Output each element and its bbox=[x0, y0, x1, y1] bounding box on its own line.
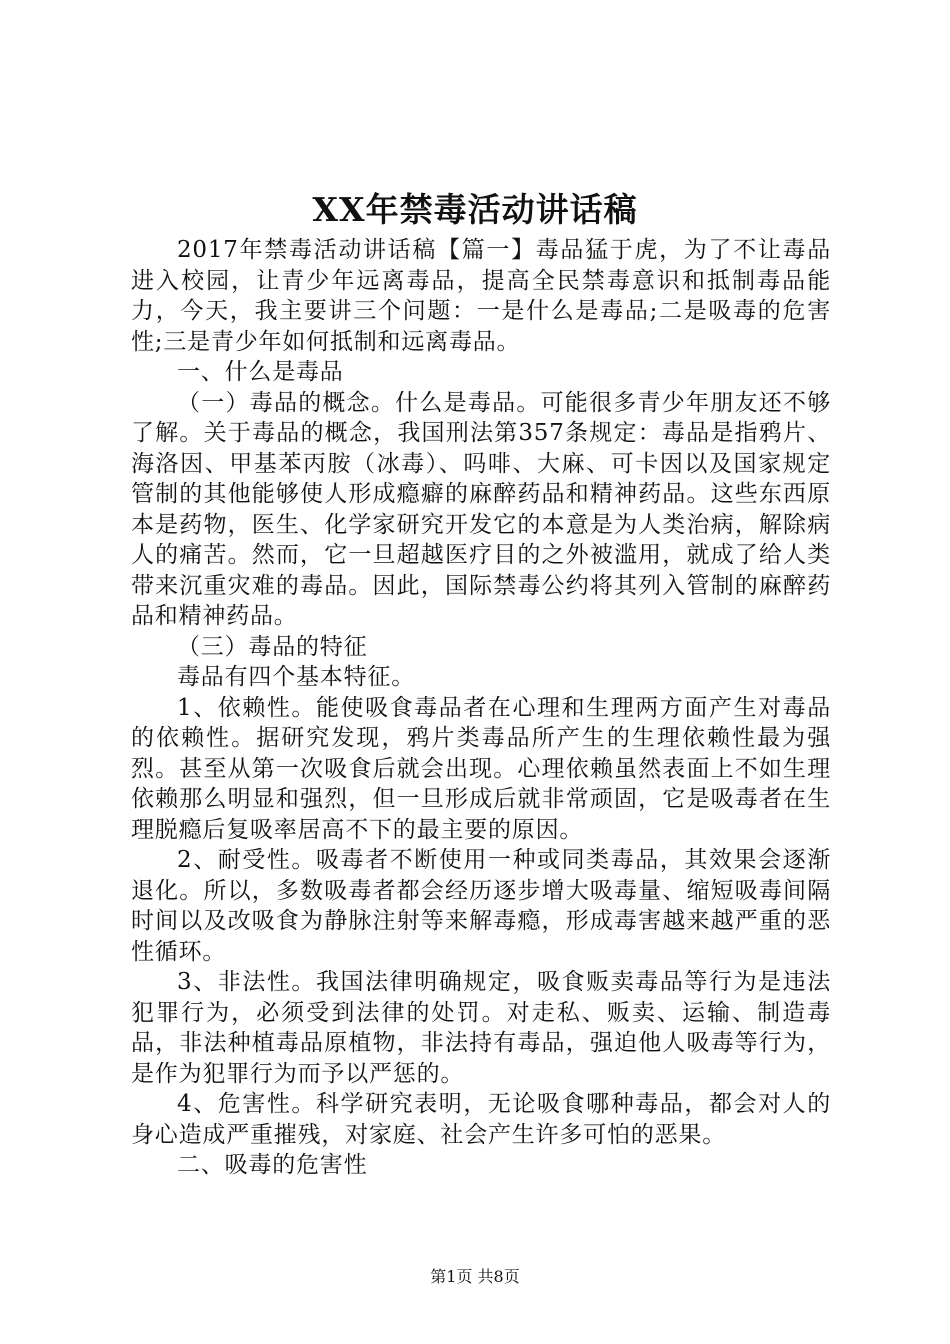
subsection-heading-features: （三）毒品的特征 bbox=[177, 633, 368, 660]
section-heading-2: 二、吸毒的危害性 bbox=[177, 1152, 368, 1178]
paragraph-tolerance: 2、耐受性。吸毒者不断使用一种或同类毒品，其效果会逐渐退化。所以，多数吸毒者都会经历逐步增大吸毒量、缩短吸毒间隔时间以及改吸食为静脉注射等来解毒瘾，形成毒害越来越严重的恶性循环。 bbox=[131, 847, 831, 965]
paragraph-illegality: 3、非法性。我国法律明确规定，吸食贩卖毒品等行为是违法犯罪行为，必须受到法律的处罚。对走私、贩卖、运输、制造毒品，非法种植毒品原植物，非法持有毒品，强迫他人吸毒等行为，是作为犯罪行为而予以严惩的。 bbox=[131, 969, 831, 1087]
paragraph-four-features: 毒品有四个基本特征。 bbox=[177, 664, 415, 690]
paragraph-intro: 2017年禁毒活动讲话稿【篇一】毒品猛于虎，为了不让毒品进入校园，让青少年远离毒品，提高全民禁毒意识和抵制毒品能力，今天，我主要讲三个问题：一是什么是毒品;二是吸毒的危害性;三是青少年如何抵制和远离毒品。 bbox=[131, 237, 831, 355]
section-heading-1: 一、什么是毒品 bbox=[177, 359, 344, 385]
document-body bbox=[131, 235, 831, 1181]
document-title: XX年禁毒活动讲话稿 bbox=[312, 190, 638, 229]
page-footer: 第1页 共8页 bbox=[430, 1267, 520, 1286]
paragraph-drug-concept: （一）毒品的概念。什么是毒品。可能很多青少年朋友还不够了解。关于毒品的概念，我国刑法第357条规定：毒品是指鸦片、海洛因、甲基苯丙胺（冰毒）、吗啡、大麻、可卡因以及国家规定管制的其他能够使人形成瘾癖的麻醉药品和精神药品。这些东西原本是药物，医生、化学家研究开发它的本意是为人类治病，解除病人的痛苦。然而，它一旦超越医疗目的之外被滥用，就成了给人类带来沉重灾难的毒品。因此，国际禁毒公约将其列入管制的麻醉药品和精神药品。 bbox=[131, 389, 831, 629]
paragraph-dependence: 1、依赖性。能使吸食毒品者在心理和生理两方面产生对毒品的依赖性。据研究发现，鸦片类毒品所产生的生理依赖性最为强烈。甚至从第一次吸食后就会出现。心理依赖虽然表面上不如生理依赖那么明显和强烈，但一旦形成后就非常顽固，它是吸毒者在生理脱瘾后复吸率居高不下的最主要的原因。 bbox=[131, 694, 831, 843]
paragraph-harmfulness: 4、危害性。科学研究表明，无论吸食哪种毒品，都会对人的身心造成严重摧残，对家庭、社会产生许多可怕的恶果。 bbox=[131, 1091, 831, 1148]
